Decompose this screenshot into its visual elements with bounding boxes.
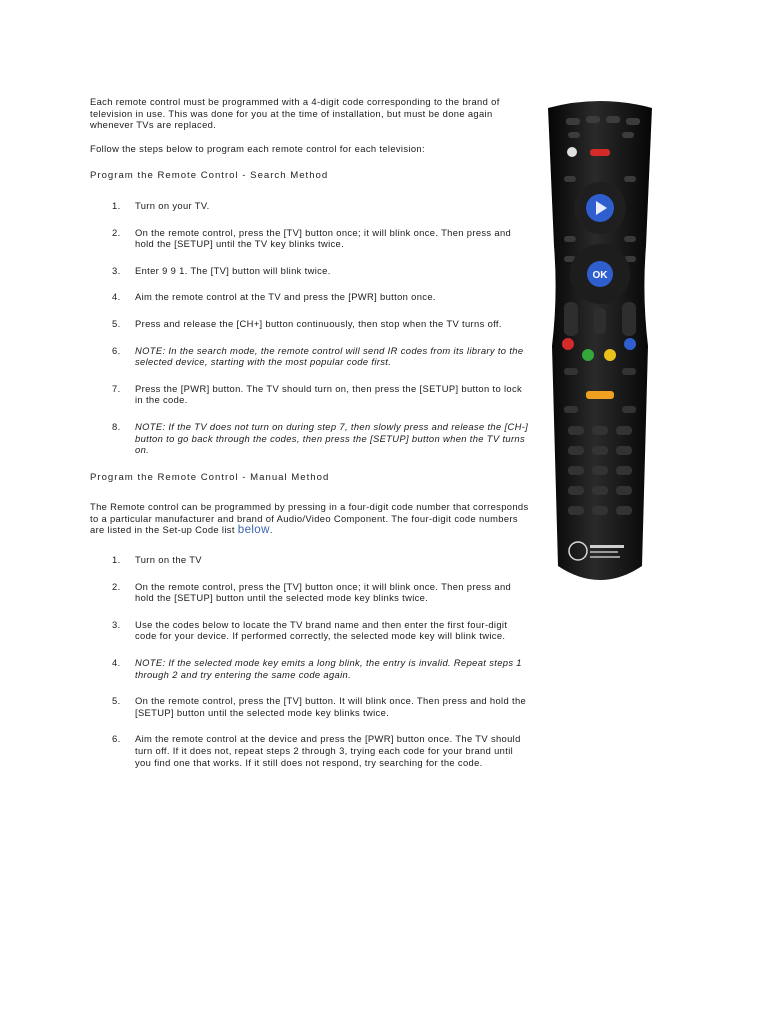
below-link[interactable]: below (237, 523, 270, 537)
search-steps-list (90, 200, 530, 456)
green-button-icon (582, 349, 594, 361)
search-method-heading: Program the Remote Control - Search Method (90, 170, 329, 182)
red-power-button-icon (590, 149, 610, 156)
step-text: Enter 9 9 1. The [TV] button will blink twice. (135, 264, 331, 276)
step-text: On the remote control, press the [TV] button once; it will blink once. Then press and hold the [SETUP] until the TV key blinks twice. (135, 226, 512, 250)
power-button-icon (567, 147, 577, 157)
step-number: 3. (112, 618, 121, 630)
step-text: On the remote control, press the [TV] button. It will blink once. Then press and hold the [SETUP] button until the selected mode key blinks twice. (135, 695, 527, 718)
step-number: 3. (112, 264, 121, 276)
list-item (90, 345, 530, 368)
step-number: 5. (112, 695, 121, 707)
list-item (90, 227, 530, 250)
list-item (90, 318, 530, 330)
step-text: Press and release the [CH+] button continuously, then stop when the TV turns off. (135, 317, 502, 329)
step-text: Aim the remote control at the TV and press the [PWR] button once. (135, 291, 436, 303)
step-number: 5. (112, 317, 121, 329)
list-item (90, 657, 530, 680)
step-number: 8. (112, 420, 121, 432)
step-text: Use the codes below to locate the TV brand name and then enter the first four-digit code for your device. If performed correctly, the selected mode key will blink twice. (135, 618, 508, 642)
step-number: 4. (112, 291, 121, 303)
dpad-upper (574, 182, 626, 234)
list-item (90, 383, 530, 406)
ok-label: OK (592, 270, 608, 281)
list-item (90, 695, 530, 718)
intro-paragraph: Each remote control must be programmed with a 4-digit code corresponding to the brand of television in use. This was done for you at the time of installation, but must be done again whenever TVs are replaced. (90, 96, 500, 131)
manual-method-heading: Program the Remote Control - Manual Method (90, 471, 330, 483)
manual-intro-paragraph (90, 501, 530, 536)
step-note-text: NOTE: In the search mode, the remote control will send IR codes from its library to the selected device, starting with the most popular code first. (135, 344, 524, 368)
blue-button-icon (624, 338, 636, 350)
document-body (90, 96, 530, 768)
manual-intro-period: . (269, 524, 273, 536)
step-number: 4. (112, 657, 121, 669)
list-item (90, 733, 530, 768)
step-number: 1. (112, 554, 121, 566)
step-number: 6. (112, 344, 121, 356)
step-text: On the remote control, press the [TV] button once; it will blink once. Then press and hold the [SETUP] button until the selected mode key blinks twice. (135, 580, 512, 604)
list-item (90, 554, 530, 566)
list-item (90, 421, 530, 456)
list-item (90, 200, 530, 212)
step-number: 1. (112, 199, 121, 211)
step-note-text: NOTE: If the TV does not turn on during step 7, then slowly press and release the [CH-] button to go back through the codes, then press the [SETUP] button when the TV turns on. (135, 420, 529, 456)
red-button-icon (562, 338, 574, 350)
step-number: 7. (112, 382, 121, 394)
remote-control-image (538, 96, 662, 588)
intro-instruction: Follow the steps below to program each remote control for each television: (90, 142, 425, 154)
step-text: Turn on the TV (135, 554, 202, 566)
step-number: 2. (112, 226, 121, 238)
step-text: Aim the remote control at the device and press the [PWR] button once. The TV should turn off. If it does not, repeat steps 2 through 3, trying each code for your brand until you find one that works. If it still does not respond, try searching for the code. (135, 733, 521, 768)
manual-intro-text: The Remote control can be programmed by pressing in a four-digit code number that corresponds to a particular manufacturer and brand of Audio/Video Component. The four-digit code numbers are listed in the Set-up Code list (90, 501, 529, 536)
manual-steps-list (90, 554, 530, 768)
orange-setup-button-icon (586, 391, 614, 399)
list-item (90, 619, 530, 642)
list-item (90, 265, 530, 277)
step-text: Press the [PWR] button. The TV should turn on, then press the [SETUP] button to lock in the code. (135, 382, 523, 406)
list-item (90, 291, 530, 303)
step-note-text: NOTE: If the selected mode key emits a long blink, the entry is invalid. Repeat steps 1 through 2 and try entering the same code again. (135, 657, 522, 680)
dpad-lower (570, 244, 630, 304)
step-number: 2. (112, 580, 121, 592)
step-text: Turn on your TV. (135, 199, 210, 211)
list-item (90, 581, 530, 604)
yellow-button-icon (604, 349, 616, 361)
step-number: 6. (112, 733, 121, 745)
